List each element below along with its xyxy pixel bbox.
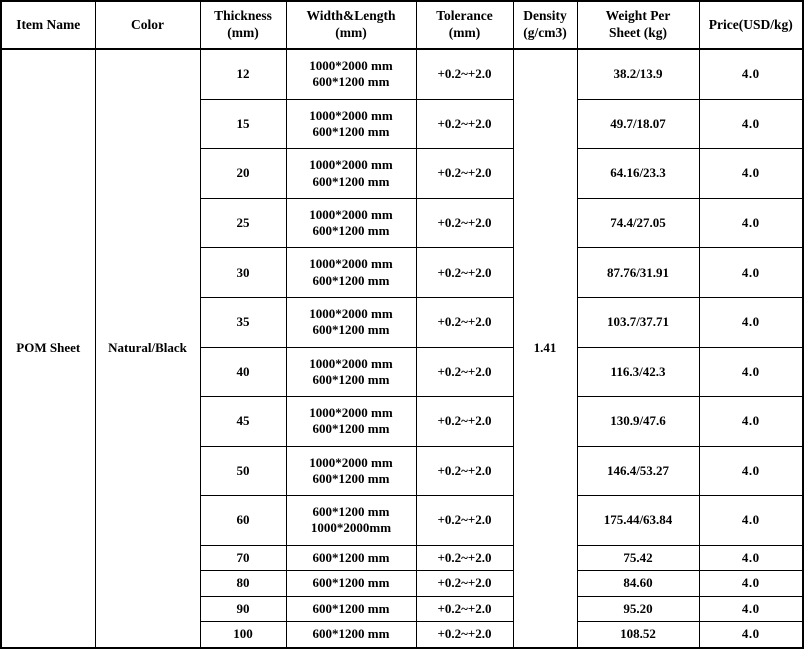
cell-weight-per-sheet: 95.20 — [577, 596, 699, 622]
cell-price: 4.0 — [699, 545, 803, 571]
cell-thickness: 70 — [200, 545, 286, 571]
size-line-1: 1000*2000 mm — [309, 454, 393, 470]
cell-width-length — [286, 297, 416, 347]
column-header-density-label: Density — [523, 8, 567, 24]
cell-price: 4.0 — [699, 99, 803, 149]
cell-price: 4.0 — [699, 297, 803, 347]
column-header-price-label: Price(USD/kg) — [708, 16, 793, 32]
cell-thickness: 25 — [200, 198, 286, 248]
column-header-density-unit: (g/cm3) — [523, 25, 567, 40]
cell-weight-per-sheet: 74.4/27.05 — [577, 198, 699, 248]
cell-thickness: 100 — [200, 622, 286, 648]
cell-tolerance: +0.2~+2.0 — [416, 347, 513, 397]
cell-price: 4.0 — [699, 596, 803, 622]
cell-price: 4.0 — [699, 248, 803, 298]
cell-thickness: 35 — [200, 297, 286, 347]
column-header-thickness — [200, 1, 286, 49]
size-line-1: 1000*2000 mm — [309, 405, 393, 421]
cell-weight-per-sheet: 84.60 — [577, 571, 699, 597]
cell-width-length — [286, 49, 416, 99]
cell-price: 4.0 — [699, 571, 803, 597]
cell-tolerance: +0.2~+2.0 — [416, 248, 513, 298]
cell-width-length — [286, 446, 416, 496]
size-line-1: 1000*2000 mm — [309, 58, 393, 74]
cell-thickness: 40 — [200, 347, 286, 397]
column-header-item-name-label: Item Name — [16, 16, 81, 32]
size-line-1: 600*1200 mm — [312, 504, 390, 520]
size-line-2: 600*1200 mm — [312, 322, 390, 338]
cell-price: 4.0 — [699, 149, 803, 199]
size-line-2: 1000*2000mm — [310, 520, 392, 536]
cell-weight-per-sheet: 175.44/63.84 — [577, 496, 699, 546]
column-header-width-length — [286, 1, 416, 49]
cell-weight-per-sheet: 75.42 — [577, 545, 699, 571]
cell-weight-per-sheet: 49.7/18.07 — [577, 99, 699, 149]
cell-thickness: 45 — [200, 397, 286, 447]
cell-tolerance: +0.2~+2.0 — [416, 545, 513, 571]
size-line-1: 600*1200 mm — [312, 575, 390, 591]
cell-thickness: 50 — [200, 446, 286, 496]
table-body — [1, 49, 803, 648]
cell-width-length — [286, 545, 416, 571]
cell-weight-per-sheet: 38.2/13.9 — [577, 49, 699, 99]
size-line-2: 600*1200 mm — [312, 272, 390, 288]
column-header-weight-line2: Sheet (kg) — [608, 25, 668, 40]
size-line-1: 600*1200 mm — [312, 626, 390, 642]
cell-thickness: 20 — [200, 149, 286, 199]
cell-weight-per-sheet: 146.4/53.27 — [577, 446, 699, 496]
table-header-row — [1, 1, 803, 49]
cell-width-length — [286, 397, 416, 447]
size-line-2: 600*1200 mm — [312, 470, 390, 486]
size-line-1: 1000*2000 mm — [309, 355, 393, 371]
column-header-color — [95, 1, 200, 49]
cell-price: 4.0 — [699, 397, 803, 447]
cell-width-length — [286, 622, 416, 648]
size-line-1: 1000*2000 mm — [309, 206, 393, 222]
cell-width-length — [286, 248, 416, 298]
cell-thickness: 12 — [200, 49, 286, 99]
size-line-1: 1000*2000 mm — [309, 256, 393, 272]
size-line-2: 600*1200 mm — [312, 74, 390, 90]
size-line-2: 600*1200 mm — [312, 421, 390, 437]
column-header-tolerance — [416, 1, 513, 49]
column-header-thickness-unit: (mm) — [227, 25, 259, 40]
cell-price: 4.0 — [699, 622, 803, 648]
cell-width-length — [286, 596, 416, 622]
cell-tolerance: +0.2~+2.0 — [416, 49, 513, 99]
cell-weight-per-sheet: 108.52 — [577, 622, 699, 648]
size-line-2: 600*1200 mm — [312, 173, 390, 189]
column-header-item-name — [1, 1, 95, 49]
cell-tolerance: +0.2~+2.0 — [416, 496, 513, 546]
column-header-width-length-unit: (mm) — [335, 25, 367, 40]
cell-price: 4.0 — [699, 496, 803, 546]
cell-weight-per-sheet: 116.3/42.3 — [577, 347, 699, 397]
cell-tolerance: +0.2~+2.0 — [416, 198, 513, 248]
cell-price: 4.0 — [699, 347, 803, 397]
column-header-tolerance-label: Tolerance — [436, 8, 493, 24]
column-header-price — [699, 1, 803, 49]
cell-tolerance: +0.2~+2.0 — [416, 297, 513, 347]
cell-thickness: 80 — [200, 571, 286, 597]
cell-tolerance: +0.2~+2.0 — [416, 149, 513, 199]
cell-tolerance: +0.2~+2.0 — [416, 397, 513, 447]
cell-tolerance: +0.2~+2.0 — [416, 446, 513, 496]
cell-price: 4.0 — [699, 198, 803, 248]
size-line-1: 1000*2000 mm — [309, 305, 393, 321]
cell-tolerance: +0.2~+2.0 — [416, 596, 513, 622]
column-header-width-length-label: Width&Length — [306, 8, 396, 24]
size-line-1: 600*1200 mm — [312, 600, 390, 616]
cell-width-length — [286, 99, 416, 149]
cell-price: 4.0 — [699, 49, 803, 99]
cell-weight-per-sheet: 64.16/23.3 — [577, 149, 699, 199]
size-line-1: 1000*2000 mm — [309, 157, 393, 173]
cell-weight-per-sheet: 130.9/47.6 — [577, 397, 699, 447]
cell-thickness: 15 — [200, 99, 286, 149]
size-line-1: 600*1200 mm — [312, 549, 390, 565]
column-header-color-label: Color — [131, 16, 164, 32]
cell-width-length — [286, 198, 416, 248]
column-header-tolerance-unit: (mm) — [448, 25, 481, 40]
cell-color: Natural/Black — [95, 49, 200, 648]
cell-tolerance: +0.2~+2.0 — [416, 571, 513, 597]
cell-width-length — [286, 571, 416, 597]
cell-tolerance: +0.2~+2.0 — [416, 622, 513, 648]
cell-item-name: POM Sheet — [1, 49, 95, 648]
cell-weight-per-sheet: 87.76/31.91 — [577, 248, 699, 298]
cell-thickness: 30 — [200, 248, 286, 298]
cell-tolerance: +0.2~+2.0 — [416, 99, 513, 149]
cell-price: 4.0 — [699, 446, 803, 496]
size-line-2: 600*1200 mm — [312, 223, 390, 239]
cell-thickness: 60 — [200, 496, 286, 546]
size-line-2: 600*1200 mm — [312, 124, 390, 140]
cell-width-length — [286, 149, 416, 199]
cell-width-length — [286, 347, 416, 397]
column-header-thickness-label: Thickness — [214, 8, 272, 24]
column-header-density — [513, 1, 577, 49]
size-line-1: 1000*2000 mm — [309, 107, 393, 123]
cell-width-length — [286, 496, 416, 546]
column-header-weight-per-sheet — [577, 1, 699, 49]
cell-weight-per-sheet: 103.7/37.71 — [577, 297, 699, 347]
cell-thickness: 90 — [200, 596, 286, 622]
size-line-2: 600*1200 mm — [312, 371, 390, 387]
cell-density: 1.41 — [513, 49, 577, 648]
column-header-weight-line1: Weight Per — [605, 8, 671, 24]
table-row — [1, 49, 803, 99]
